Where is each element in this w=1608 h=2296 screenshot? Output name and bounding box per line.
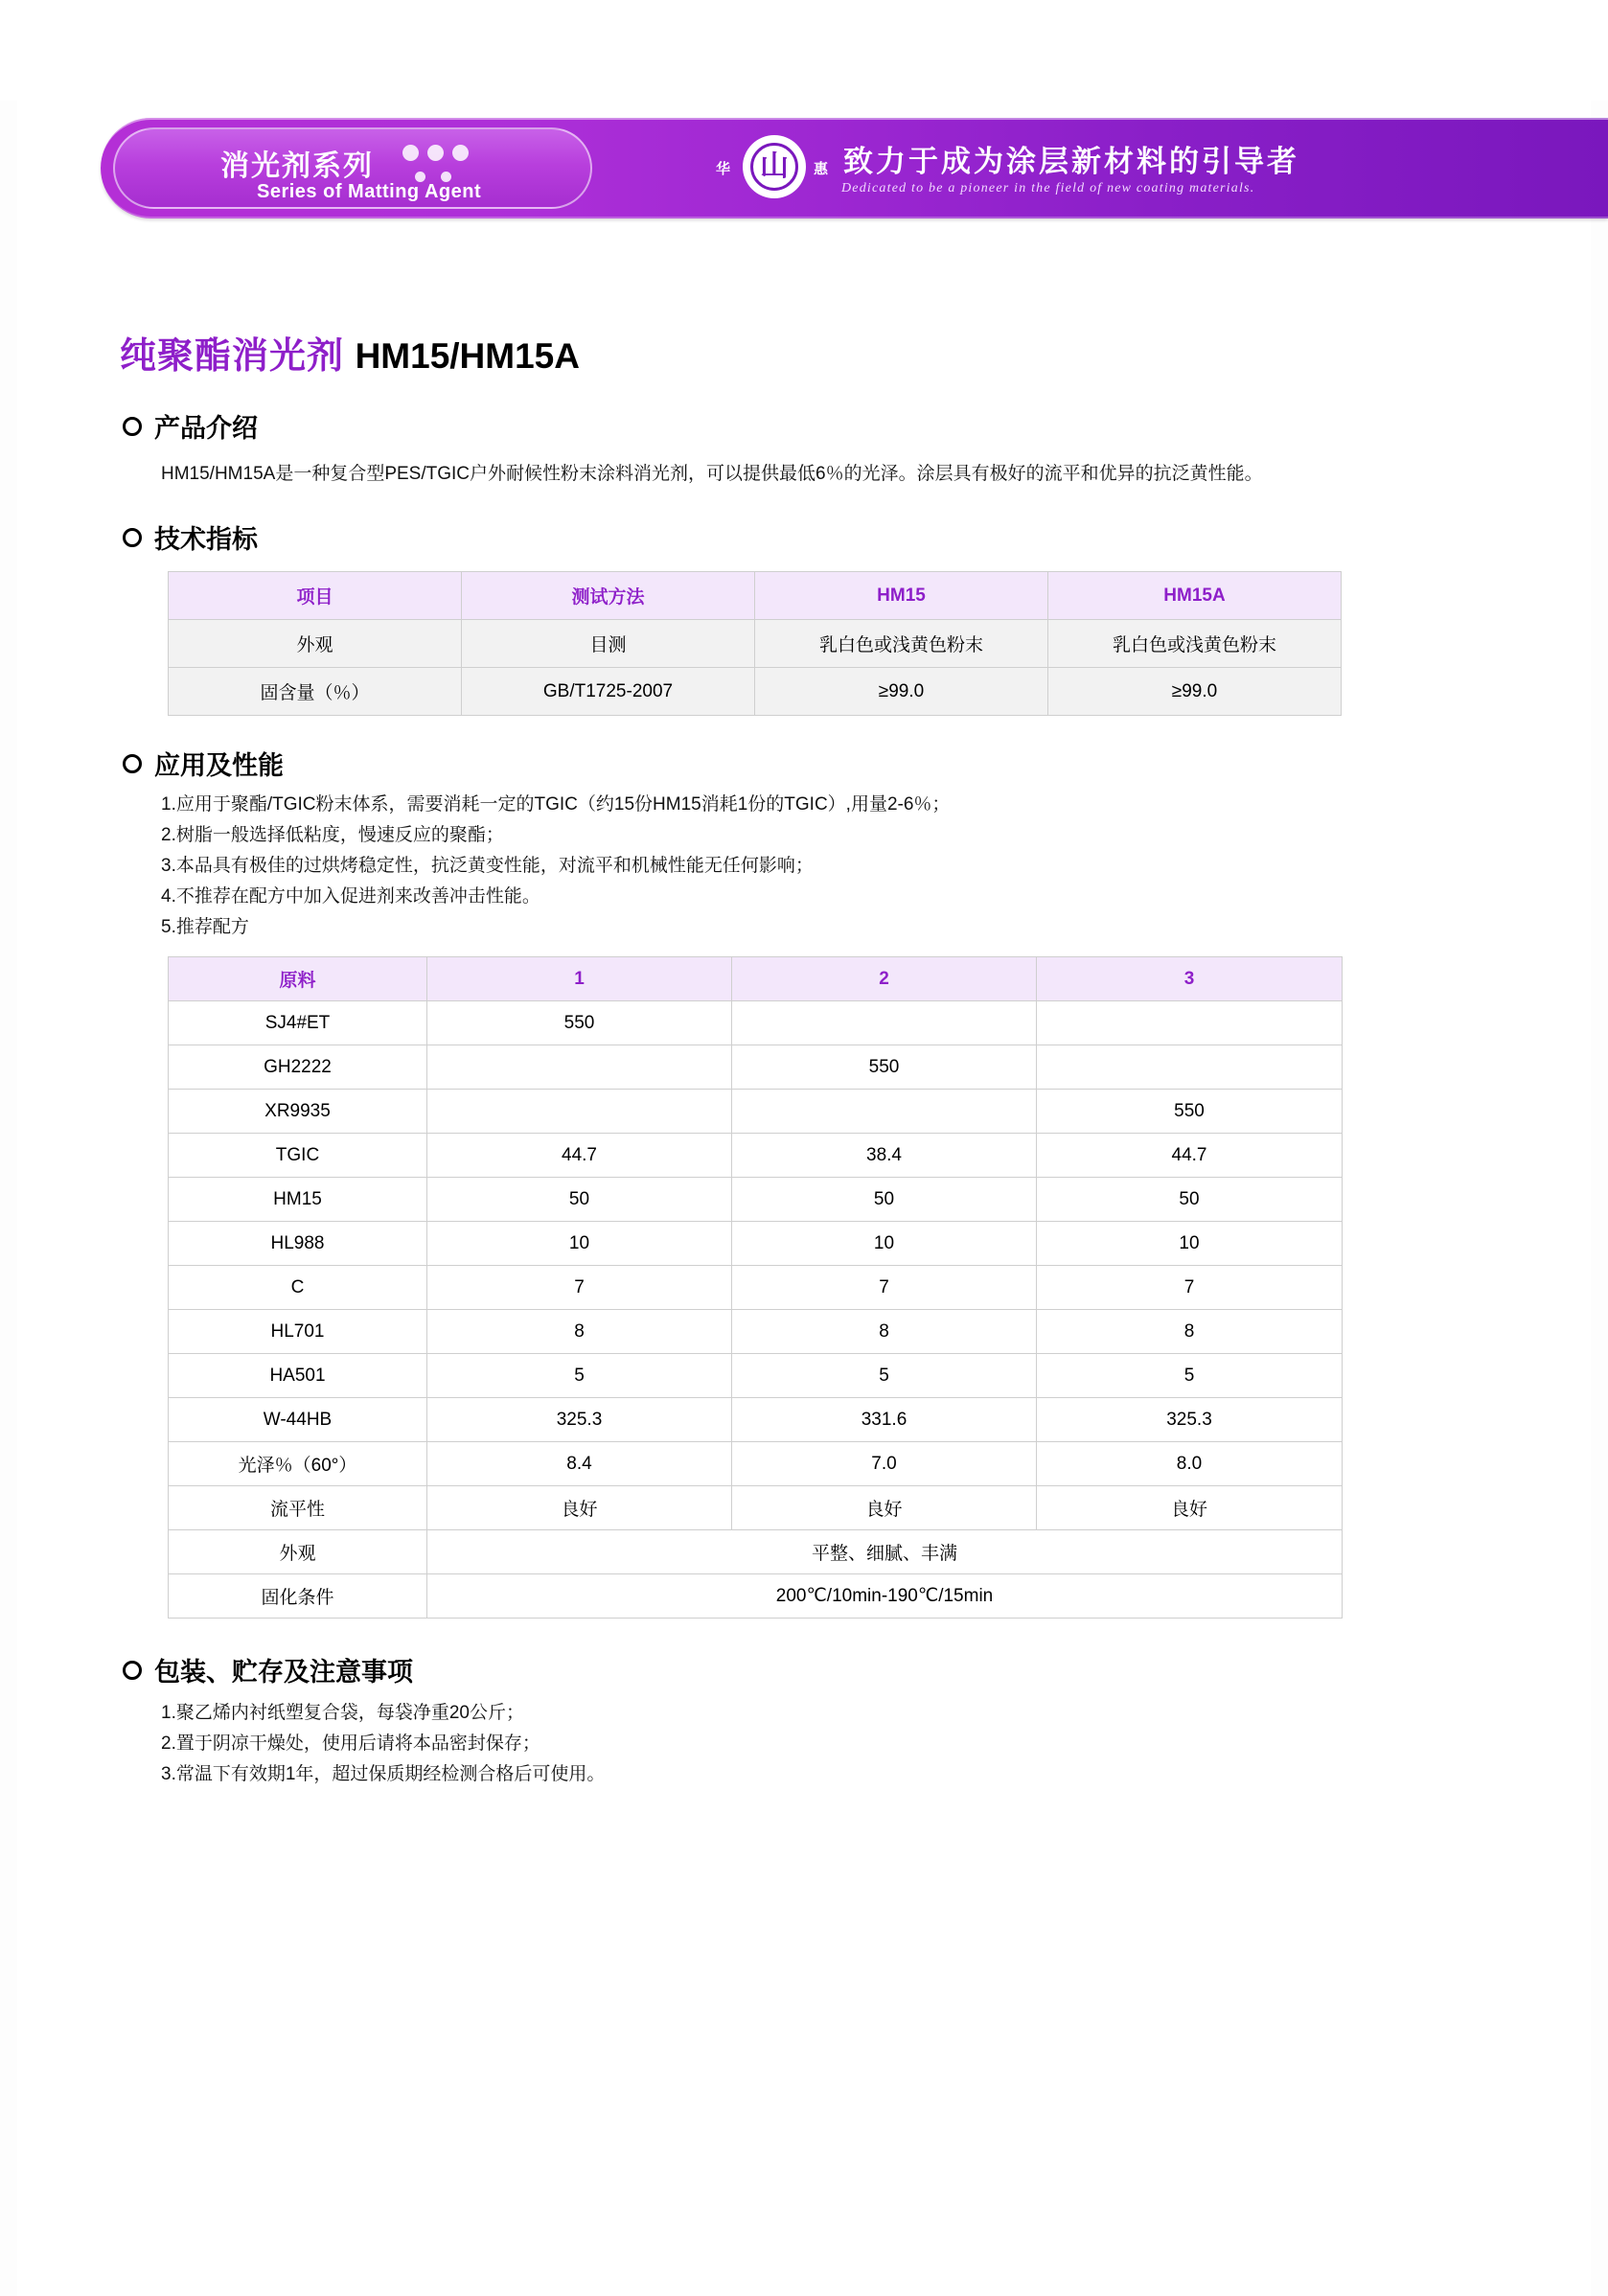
application-list: [161, 790, 1335, 943]
table-header-row: [169, 957, 1343, 1001]
spec-cell-0-1: 目测: [462, 620, 755, 668]
table-row: [169, 620, 1342, 668]
formula-cell-8-3: 5: [1037, 1354, 1343, 1398]
table-row: [169, 1001, 1343, 1045]
formula-cell-7-1: 8: [427, 1310, 732, 1354]
header-series-title-en: Series of Matting Agent: [257, 181, 482, 202]
formula-cell-8-1: 5: [427, 1354, 732, 1398]
logo-text-right: 惠: [814, 161, 829, 177]
circle-bullet-icon: [123, 528, 142, 547]
company-logo: [714, 133, 838, 202]
table-row: [169, 1354, 1343, 1398]
formula-cell-2-1: [427, 1090, 732, 1134]
section-heading-packaging-label: 包装、贮存及注意事项: [154, 1658, 413, 1687]
application-line-3: 3.本品具有极佳的过烘烤稳定性，抗泛黄变性能，对流平和机械性能无任何影响；: [161, 856, 814, 876]
formula-cell-10-0: 光泽％（60°）: [169, 1442, 427, 1486]
spec-cell-1-1: GB/T1725-2007: [462, 668, 755, 716]
formula-cell-7-3: 8: [1037, 1310, 1343, 1354]
spec-cell-1-2: ≥99.0: [755, 668, 1048, 716]
formula-cell-5-3: 10: [1037, 1222, 1343, 1266]
spec-col-header-0: 项目: [169, 572, 462, 620]
formula-cell-4-0: HM15: [169, 1178, 427, 1222]
header-series-title-cn: 消光剂系列: [220, 150, 374, 182]
section-intro-text: HM15/HM15A是一种复合型PES/TGIC户外耐候性粉末涂料消光剂，可以提供最低6％的光泽。涂层具有极好的流平和优异的抗泛黄性能。: [161, 464, 1263, 484]
formula-cell-0-3: [1037, 1001, 1343, 1045]
formula-cell-2-2: [732, 1090, 1037, 1134]
spec-cell-1-0: 固含量（％）: [169, 668, 462, 716]
application-line-1: 1.应用于聚酯/TGIC粉末体系，需要消耗一定的TGIC（约15份HM15消耗1份的TGIC）,用量2-6％；: [161, 794, 951, 815]
formula-cell-8-2: 5: [732, 1354, 1037, 1398]
formula-cell-0-1: 550: [427, 1001, 732, 1045]
formula-cell-10-2: 7.0: [732, 1442, 1037, 1486]
circle-bullet-icon: [123, 1661, 142, 1680]
page-title: [120, 326, 1608, 379]
formula-cell-10-3: 8.0: [1037, 1442, 1343, 1486]
formula-cell-6-0: C: [169, 1266, 427, 1310]
formula-merged-label-0: 外观: [169, 1530, 427, 1574]
logo-text-left: 华: [716, 161, 731, 177]
packaging-line-1: 1.聚乙烯内衬纸塑复合袋，每袋净重20公斤；: [161, 1703, 524, 1723]
formula-cell-9-3: 325.3: [1037, 1398, 1343, 1442]
formula-merged-value-0: 平整、细腻、丰满: [427, 1530, 1343, 1574]
spec-cell-1-3: ≥99.0: [1048, 668, 1342, 716]
formula-col-header-2: 2: [732, 957, 1037, 1001]
formula-cell-9-2: 331.6: [732, 1398, 1037, 1442]
table-row: [169, 1178, 1343, 1222]
formula-col-header-0: 原料: [169, 957, 427, 1001]
section-intro-text-wrap: [161, 458, 1335, 490]
formula-cell-0-0: SJ4#ET: [169, 1001, 427, 1045]
page-footer-space: [0, 1790, 1608, 1848]
formula-cell-11-1: 良好: [427, 1486, 732, 1530]
spec-col-header-2: HM15: [755, 572, 1048, 620]
circle-bullet-icon: [123, 754, 142, 773]
formula-cell-11-2: 良好: [732, 1486, 1037, 1530]
application-line-5: 5.推荐配方: [161, 917, 249, 937]
packaging-line-2: 2.置于阴凉干燥处，使用后请将本品密封保存；: [161, 1733, 540, 1754]
table-row: [169, 1310, 1343, 1354]
table-header-row: [169, 572, 1342, 620]
application-line-4: 4.不推荐在配方中加入促进剂来改善冲击性能。: [161, 886, 540, 907]
section-specifications: [0, 518, 1608, 716]
formula-cell-8-0: HA501: [169, 1354, 427, 1398]
document-body: [0, 326, 1608, 1848]
formula-cell-3-0: TGIC: [169, 1134, 427, 1178]
section-heading-application: [123, 745, 1608, 782]
table-row: [169, 1266, 1343, 1310]
formula-merged-value-1: 200℃/10min-190℃/15min: [427, 1574, 1343, 1619]
table-row: [169, 1222, 1343, 1266]
section-heading-application-label: 应用及性能: [154, 751, 284, 780]
section-product-intro: [0, 407, 1608, 490]
formula-cell-7-2: 8: [732, 1310, 1037, 1354]
formula-cell-3-1: 44.7: [427, 1134, 732, 1178]
formula-cell-9-0: W-44HB: [169, 1398, 427, 1442]
application-line-2: 2.树脂一般选择低粘度，慢速反应的聚酯；: [161, 825, 504, 845]
table-row-merged: [169, 1530, 1343, 1574]
spec-cell-0-2: 乳白色或浅黄色粉末: [755, 620, 1048, 668]
formula-cell-4-3: 50: [1037, 1178, 1343, 1222]
formula-cell-1-1: [427, 1045, 732, 1090]
spec-col-header-1: 测试方法: [462, 572, 755, 620]
spec-cell-0-0: 外观: [169, 620, 462, 668]
formula-cell-5-2: 10: [732, 1222, 1037, 1266]
circle-bullet-icon: [123, 417, 142, 436]
logo-mountain-icon: 山: [760, 150, 789, 182]
formula-cell-2-0: XR9935: [169, 1090, 427, 1134]
formula-cell-3-2: 38.4: [732, 1134, 1037, 1178]
recommended-formula-table: [168, 956, 1343, 1619]
formula-cell-6-2: 7: [732, 1266, 1037, 1310]
table-row: [169, 1045, 1343, 1090]
formula-cell-1-3: [1037, 1045, 1343, 1090]
formula-cell-7-0: HL701: [169, 1310, 427, 1354]
formula-cell-4-2: 50: [732, 1178, 1037, 1222]
formula-cell-1-0: GH2222: [169, 1045, 427, 1090]
section-application: [0, 745, 1608, 1619]
table-row: [169, 1134, 1343, 1178]
formula-cell-6-1: 7: [427, 1266, 732, 1310]
packaging-list: [161, 1698, 1335, 1790]
page-title-cn: 纯聚酯消光剂: [120, 336, 345, 377]
formula-cell-5-1: 10: [427, 1222, 732, 1266]
table-row: [169, 1090, 1343, 1134]
table-row: [169, 1398, 1343, 1442]
table-row-merged: [169, 1574, 1343, 1619]
formula-cell-10-1: 8.4: [427, 1442, 732, 1486]
table-row: [169, 1442, 1343, 1486]
page-title-code: HM15/HM15A: [355, 336, 580, 376]
spec-cell-0-3: 乳白色或浅黄色粉末: [1048, 620, 1342, 668]
formula-cell-1-2: 550: [732, 1045, 1037, 1090]
formula-cell-11-0: 流平性: [169, 1486, 427, 1530]
table-row: [169, 1486, 1343, 1530]
section-heading-intro: [123, 407, 1608, 445]
formula-cell-3-3: 44.7: [1037, 1134, 1343, 1178]
section-packaging: [0, 1651, 1608, 1790]
spec-col-header-3: HM15A: [1048, 572, 1342, 620]
section-heading-intro-label: 产品介绍: [154, 414, 258, 443]
header-slogan-cn: 致力于成为涂层新材料的引导者: [843, 145, 1299, 178]
formula-col-header-3: 3: [1037, 957, 1343, 1001]
section-heading-spec: [123, 518, 1608, 556]
formula-merged-label-1: 固化条件: [169, 1574, 427, 1619]
formula-cell-5-0: HL988: [169, 1222, 427, 1266]
header-slogan-en: Dedicated to be a pioneer in the field of new coating materials.: [841, 181, 1255, 195]
formula-cell-0-2: [732, 1001, 1037, 1045]
specifications-table: [168, 571, 1342, 716]
formula-cell-4-1: 50: [427, 1178, 732, 1222]
table-row: [169, 668, 1342, 716]
formula-cell-11-3: 良好: [1037, 1486, 1343, 1530]
section-heading-spec-label: 技术指标: [154, 525, 258, 554]
section-heading-packaging: [123, 1651, 1608, 1688]
formula-cell-6-3: 7: [1037, 1266, 1343, 1310]
page-header: [0, 101, 1608, 254]
packaging-line-3: 3.常温下有效期1年，超过保质期经检测合格后可使用。: [161, 1764, 606, 1784]
formula-col-header-1: 1: [427, 957, 732, 1001]
formula-cell-9-1: 325.3: [427, 1398, 732, 1442]
formula-cell-2-3: 550: [1037, 1090, 1343, 1134]
